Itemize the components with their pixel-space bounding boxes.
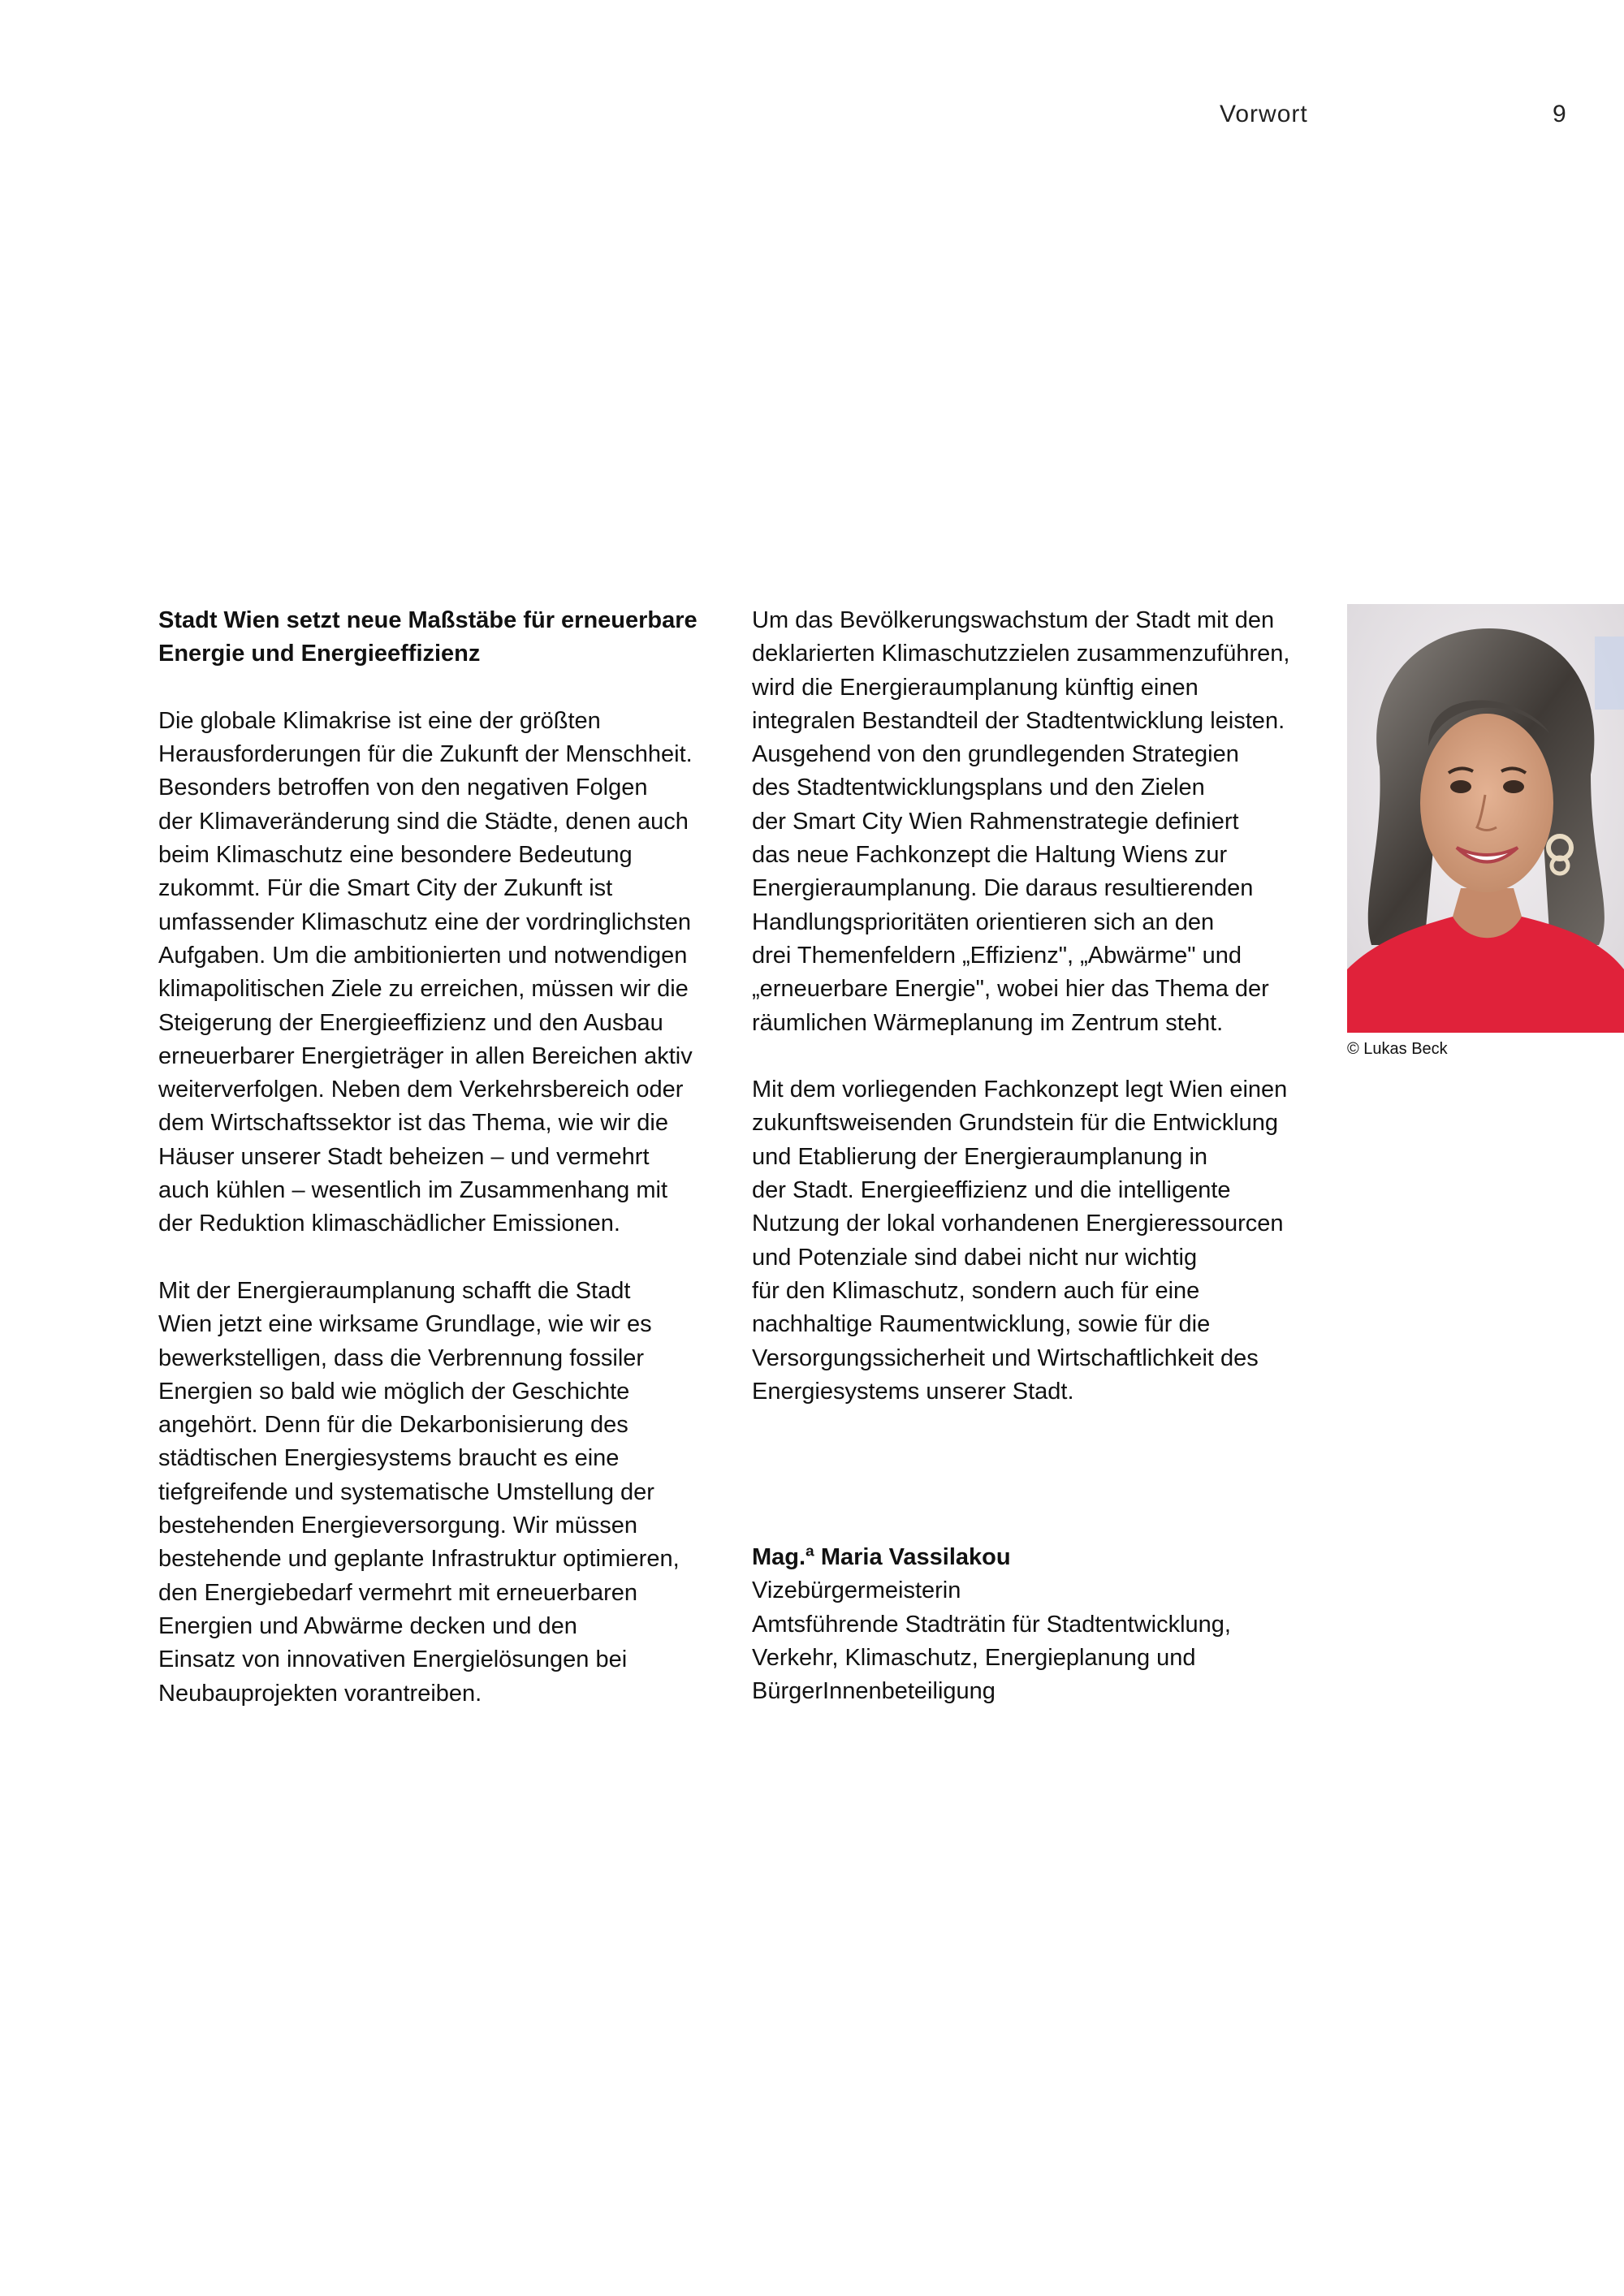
text-line: der Stadt. Energieeffizienz und die intelligente [752, 1177, 1231, 1204]
left-paragraph-2 [158, 1275, 727, 1711]
face-shape [1420, 714, 1553, 892]
running-header-section: Vorwort [1220, 101, 1308, 127]
text-line: dem Wirtschaftssektor ist das Thema, wie wir die [158, 1110, 668, 1137]
text-line: städtischen Energiesystems braucht es eine [158, 1445, 620, 1472]
text-line: Einsatz von innovativen Energielösungen bei [158, 1646, 628, 1673]
signatory-name: Mag.ª Maria Vassilakou [752, 1544, 1011, 1570]
text-line: tiefgreifende und systematische Umstellung der [158, 1478, 654, 1505]
right-paragraph-1 [752, 604, 1320, 1040]
text-line: Die globale Klimakrise ist eine der größten [158, 707, 601, 734]
signature-block [752, 1541, 1231, 1708]
text-line: Energien und Abwärme decken und den [158, 1612, 577, 1639]
text-line: Energiesystems unserer Stadt. [752, 1378, 1074, 1405]
signatory-role-line: Amtsführende Stadträtin für Stadtentwicklung, [752, 1611, 1231, 1638]
text-line: erneuerbarer Energieträger in allen Bereichen aktiv [158, 1042, 693, 1069]
text-line: umfassender Klimaschutz eine der vordringlichsten [158, 908, 692, 935]
text-line: Versorgungssicherheit und Wirtschaftlichkeit des [752, 1344, 1259, 1371]
text-line: der Smart City Wien Rahmenstrategie definiert [752, 808, 1239, 835]
text-line: das neue Fachkonzept die Haltung Wiens zur [752, 842, 1228, 869]
text-line: des Stadtentwicklungsplans und den Zielen [752, 775, 1205, 801]
page-number: 9 [1553, 101, 1566, 127]
heading-line: Energie und Energieeffizienz [158, 641, 481, 667]
text-line: zukommt. Für die Smart City der Zukunft ist [158, 875, 613, 902]
text-line: bestehende und geplante Infrastruktur optimieren, [158, 1546, 680, 1573]
text-line: drei Themenfeldern „Effizienz", „Abwärme" und [752, 942, 1242, 969]
text-line: Energieraumplanung. Die daraus resultierenden [752, 875, 1254, 902]
text-line: Handlungsprioritäten orientieren sich an den [752, 908, 1215, 935]
text-line: Mit dem vorliegenden Fachkonzept legt Wien einen [752, 1077, 1288, 1103]
text-line: räumlichen Wärmeplanung im Zentrum steht. [752, 1009, 1224, 1036]
right-eye-shape [1503, 780, 1524, 793]
photo-credit: © Lukas Beck [1347, 1040, 1448, 1058]
text-line: Häuser unserer Stadt beheizen – und vermehrt [158, 1143, 650, 1170]
left-paragraph-1 [158, 705, 727, 1241]
text-line: klimapolitischen Ziele zu erreichen, müssen wir die [158, 976, 689, 1003]
text-line: „erneuerbare Energie", wobei hier das Thema der [752, 976, 1269, 1003]
text-line: und Potenziale sind dabei nicht nur wichtig [752, 1244, 1198, 1271]
signatory-title: Vizebürgermeisterin [752, 1577, 961, 1604]
text-line: Ausgehend von den grundlegenden Strategien [752, 741, 1239, 768]
signatory-role-line: BürgerInnenbeteiligung [752, 1678, 996, 1705]
text-line: bestehenden Energieversorgung. Wir müssen [158, 1513, 637, 1539]
text-line: angehört. Denn für die Dekarbonisierung des [158, 1412, 628, 1439]
portrait-photo [1347, 604, 1624, 1033]
article-heading [158, 604, 727, 671]
left-column [158, 604, 727, 1711]
left-eye-shape [1450, 780, 1471, 793]
text-line: nachhaltige Raumentwicklung, sowie für die [752, 1311, 1211, 1338]
text-line: Um das Bevölkerungswachstum der Stadt mit den [752, 607, 1275, 633]
text-line: wird die Energieraumplanung künftig einen [752, 674, 1199, 701]
text-line: Besonders betroffen von den negativen Folgen [158, 775, 648, 801]
text-line: den Energiebedarf vermehrt mit erneuerbaren [158, 1579, 637, 1606]
text-line: zukunftsweisenden Grundstein für die Entwicklung [752, 1110, 1279, 1137]
right-column [752, 604, 1320, 1409]
text-line: deklarierten Klimaschutzzielen zusammenzuführen, [752, 641, 1290, 667]
text-line: Steigerung der Energieeffizienz und den Ausbau [158, 1009, 663, 1036]
right-paragraph-2 [752, 1073, 1320, 1409]
text-line: für den Klimaschutz, sondern auch für eine [752, 1277, 1200, 1304]
text-line: weiterverfolgen. Neben dem Verkehrsbereich oder [158, 1077, 684, 1103]
text-line: beim Klimaschutz eine besondere Bedeutung [158, 842, 633, 869]
heading-line: Stadt Wien setzt neue Maßstäbe für erneuerbare [158, 607, 698, 633]
text-line: Mit der Energieraumplanung schafft die Stadt [158, 1277, 631, 1304]
text-line: integralen Bestandteil der Stadtentwicklung leisten. [752, 707, 1285, 734]
portrait-illustration [1347, 604, 1624, 1033]
text-line: Nutzung der lokal vorhandenen Energieressourcen [752, 1211, 1284, 1237]
text-line: der Klimaveränderung sind die Städte, denen auch [158, 808, 689, 835]
text-line: Wien jetzt eine wirksame Grundlage, wie wir es [158, 1311, 652, 1338]
text-line: der Reduktion klimaschädlicher Emissionen. [158, 1211, 620, 1237]
text-line: und Etablierung der Energieraumplanung in [752, 1143, 1208, 1170]
text-line: Energien so bald wie möglich der Geschichte [158, 1378, 630, 1405]
text-line: Herausforderungen für die Zukunft der Menschheit. [158, 741, 693, 768]
signatory-role-line: Verkehr, Klimaschutz, Energieplanung und [752, 1644, 1196, 1671]
text-line: auch kühlen – wesentlich im Zusammenhang mit [158, 1177, 668, 1204]
text-line: Aufgaben. Um die ambitionierten und notwendigen [158, 942, 688, 969]
text-line: bewerkstelligen, dass die Verbrennung fossiler [158, 1344, 645, 1371]
text-line: Neubauprojekten vorantreiben. [158, 1680, 482, 1707]
background-blur-shape [1595, 637, 1624, 710]
